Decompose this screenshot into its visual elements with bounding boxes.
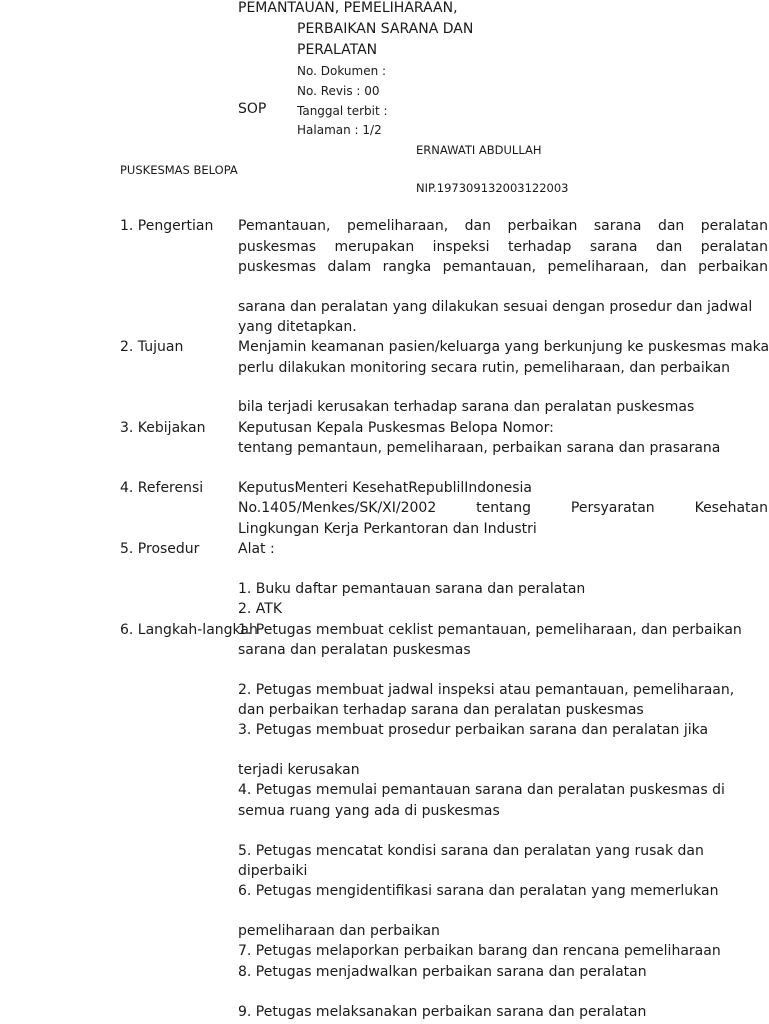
langkah-line: sarana dan peralatan puskesmas — [238, 642, 471, 658]
section-label-referensi: 4. Referensi — [120, 480, 204, 496]
langkah-line: 7. Petugas melaporkan perbaikan barang dan rencana pemeliharaan — [238, 943, 721, 959]
section-label-prosedur: 5. Prosedur — [120, 541, 200, 557]
referensi-line: No.1405/Menkes/SK/XI/2002 tentang Persyaratan Kesehatan — [238, 500, 768, 516]
langkah-line: terjadi kerusakan — [238, 762, 360, 778]
kebijakan-line: tentang pemantaun, pemeliharaan, perbaikan sarana dan prasarana — [238, 440, 721, 456]
langkah-line: 4. Petugas memulai pemantauan sarana dan peralatan puskesmas di — [238, 782, 725, 798]
langkah-line: diperbaiki — [238, 863, 308, 879]
section-label-pengertian: 1. Pengertian — [120, 218, 214, 234]
section-label-tujuan: 2. Tujuan — [120, 339, 184, 355]
tanggal-terbit: Tanggal terbit : — [297, 104, 388, 118]
signer-nip: NIP.197309132003122003 — [416, 181, 569, 195]
referensi-line: Lingkungan Kerja Perkantoran dan Industri — [238, 521, 537, 537]
langkah-line: 6. Petugas mengidentifikasi sarana dan peralatan yang memerlukan — [238, 883, 719, 899]
no-dokumen: No. Dokumen : — [297, 64, 387, 78]
kebijakan-line: Keputusan Kepala Puskesmas Belopa Nomor: — [238, 420, 554, 436]
tujuan-line: bila terjadi kerusakan terhadap sarana dan peralatan puskesmas — [238, 399, 695, 415]
langkah-line: 3. Petugas membuat prosedur perbaikan sarana dan peralatan jika — [238, 722, 709, 738]
pengertian-line: puskesmas merupakan inspeksi terhadap sarana dan peralatan — [238, 239, 768, 255]
pengertian-line: Pemantauan, pemeliharaan, dan perbaikan sarana dan peralatan — [238, 218, 768, 234]
doc-title-line-3: PERALATAN — [297, 42, 378, 58]
pengertian-line: sarana dan peralatan yang dilakukan sesuai dengan prosedur dan jadwal — [238, 299, 753, 315]
no-revis: No. Revis : 00 — [297, 84, 380, 98]
sop-label: SOP — [238, 101, 267, 117]
tujuan-line: perlu dilakukan monitoring secara rutin, pemeliharaan, dan perbaikan — [238, 360, 731, 376]
langkah-line: 8. Petugas menjadwalkan perbaikan sarana dan peralatan — [238, 964, 647, 980]
langkah-line: 1. Petugas membuat ceklist pemantauan, pemeliharaan, dan perbaikan — [238, 622, 742, 638]
doc-title-line-1: PEMANTAUAN, PEMELIHARAAN, — [238, 0, 458, 16]
signer-name: ERNAWATI ABDULLAH — [416, 143, 542, 157]
langkah-line: pemeliharaan dan perbaikan — [238, 923, 440, 939]
langkah-line: 9. Petugas melaksanakan perbaikan sarana dan peralatan — [238, 1004, 647, 1020]
langkah-line: 2. Petugas membuat jadwal inspeksi atau pemantauan, pemeliharaan, — [238, 682, 735, 698]
langkah-line: 5. Petugas mencatat kondisi sarana dan peralatan yang rusak dan — [238, 843, 704, 859]
langkah-line: dan perbaikan terhadap sarana dan peralatan puskesmas — [238, 702, 644, 718]
prosedur-line: Alat : — [238, 541, 275, 557]
prosedur-line: 1. Buku daftar pemantauan sarana dan peralatan — [238, 581, 586, 597]
referensi-line: KeputusMenteri KesehatRepublilIndonesia — [238, 480, 532, 496]
section-label-kebijakan: 3. Kebijakan — [120, 420, 206, 436]
tujuan-line: Menjamin keamanan pasien/keluarga yang berkunjung ke puskesmas maka — [238, 339, 769, 355]
doc-title-line-2: PERBAIKAN SARANA DAN — [297, 21, 474, 37]
prosedur-line: 2. ATK — [238, 601, 283, 617]
pengertian-line: puskesmas dalam rangka pemantauan, pemeliharaan, dan perbaikan — [238, 259, 768, 275]
halaman: Halaman : 1/2 — [297, 123, 382, 137]
section-label-langkah: 6. Langkah-langkah — [120, 622, 258, 638]
pengertian-line: yang ditetapkan. — [238, 319, 357, 335]
organization-name: PUSKESMAS BELOPA — [120, 163, 238, 177]
langkah-line: semua ruang yang ada di puskesmas — [238, 803, 500, 819]
